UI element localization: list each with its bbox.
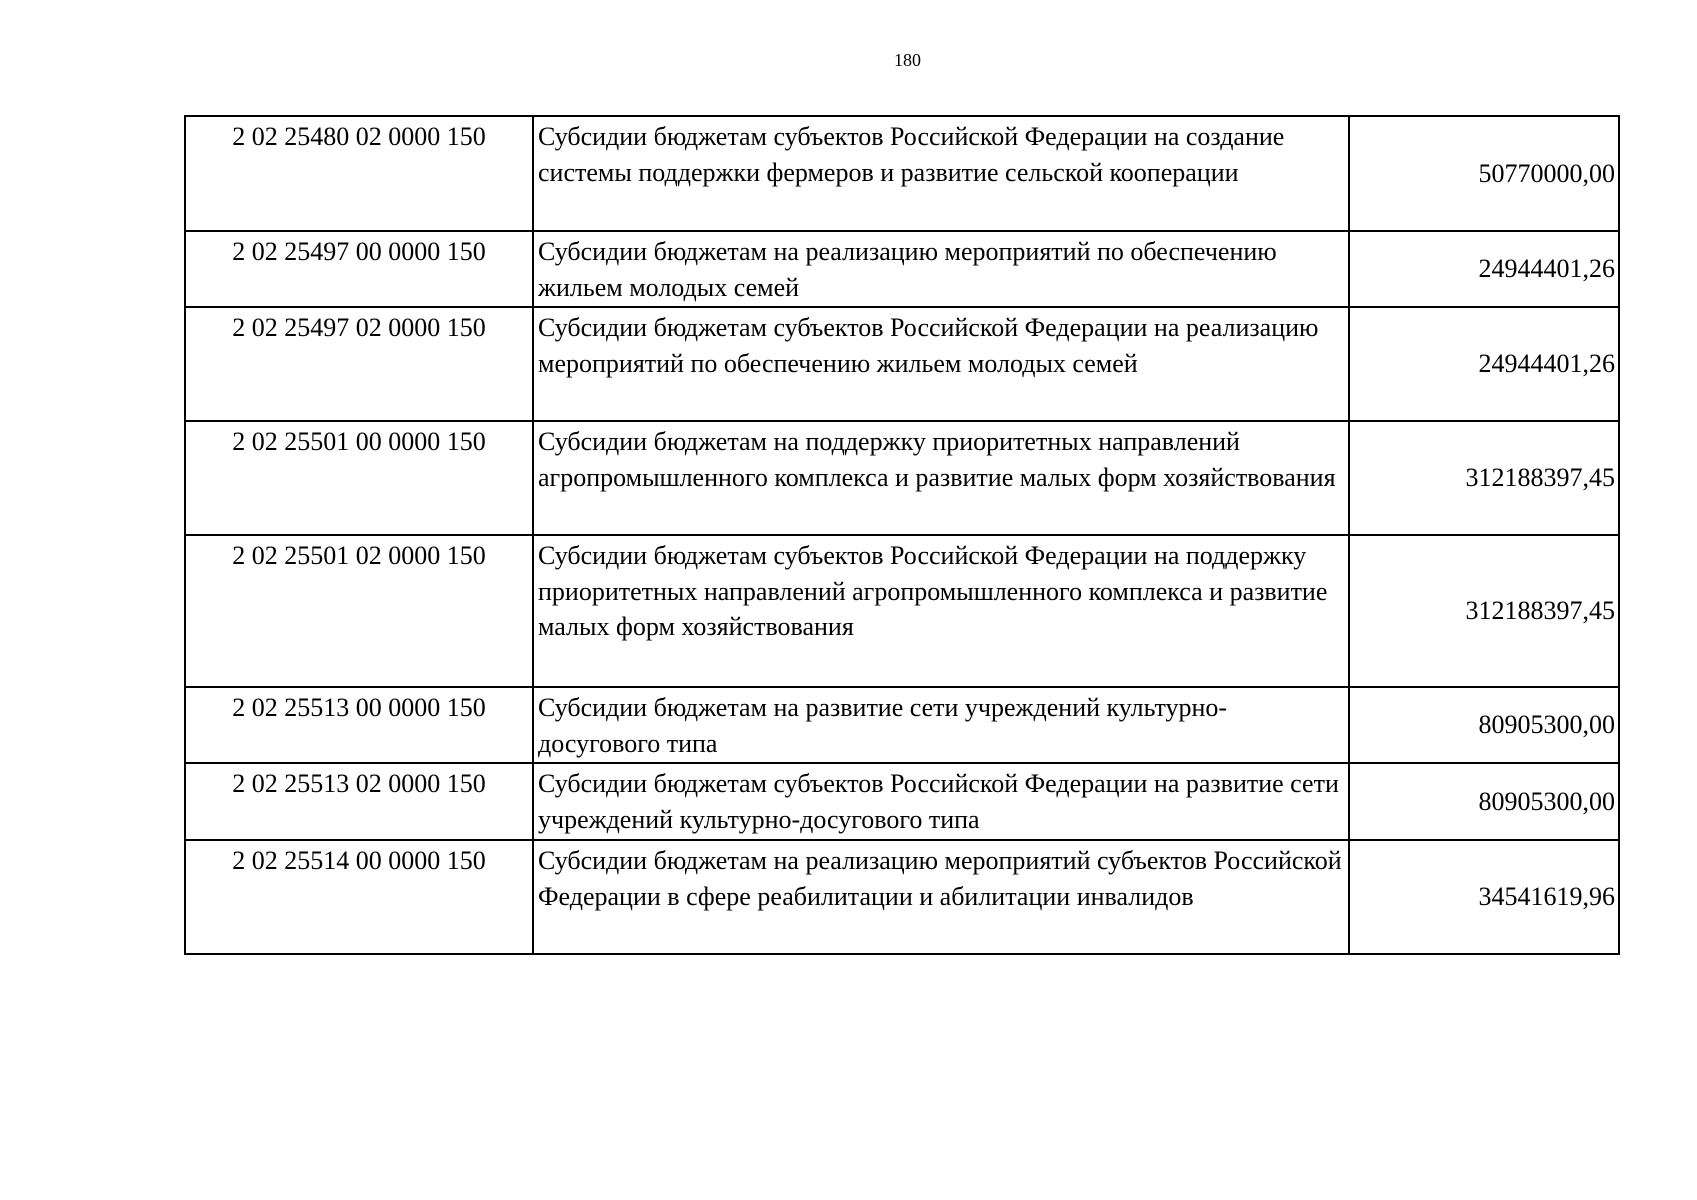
- table-row: [185, 687, 1619, 763]
- budget-description: Субсидии бюджетам на реализацию мероприятий по обеспечению жильем молодых семей: [533, 231, 1349, 307]
- budget-amount: 50770000,00: [1349, 116, 1619, 231]
- table-row: [185, 231, 1619, 307]
- budget-description: Субсидии бюджетам субъектов Российской Федерации на реализацию мероприятий по обеспечению жильем молодых семей: [533, 307, 1349, 421]
- budget-amount: 312188397,45: [1349, 421, 1619, 535]
- budget-code: 2 02 25480 02 0000 150: [185, 116, 533, 231]
- table-row: [185, 763, 1619, 840]
- table-row: [185, 535, 1619, 687]
- budget-amount: 312188397,45: [1349, 535, 1619, 687]
- budget-description: Субсидии бюджетам субъектов Российской Федерации на развитие сети учреждений культурно-досугового типа: [533, 763, 1349, 840]
- budget-description: Субсидии бюджетам на реализацию мероприятий субъектов Российской Федерации в сфере реабилитации и абилитации инвалидов: [533, 840, 1349, 954]
- budget-amount: 24944401,26: [1349, 231, 1619, 307]
- budget-code: 2 02 25501 02 0000 150: [185, 535, 533, 687]
- table-row: [185, 421, 1619, 535]
- budget-code: 2 02 25513 02 0000 150: [185, 763, 533, 840]
- budget-code: 2 02 25501 00 0000 150: [185, 421, 533, 535]
- budget-amount: 80905300,00: [1349, 687, 1619, 763]
- page-number: 180: [894, 50, 921, 70]
- budget-amount: 34541619,96: [1349, 840, 1619, 954]
- budget-code: 2 02 25514 00 0000 150: [185, 840, 533, 954]
- budget-code: 2 02 25513 00 0000 150: [185, 687, 533, 763]
- budget-code: 2 02 25497 02 0000 150: [185, 307, 533, 421]
- budget-amount: 80905300,00: [1349, 763, 1619, 840]
- budget-table: [184, 115, 1620, 955]
- budget-description: Субсидии бюджетам на развитие сети учреждений культурно-досугового типа: [533, 687, 1349, 763]
- budget-description: Субсидии бюджетам на поддержку приоритетных направлений агропромышленного комплекса и развитие малых форм хозяйствования: [533, 421, 1349, 535]
- budget-description: Субсидии бюджетам субъектов Российской Федерации на поддержку приоритетных направлений агропромышленного комплекса и развитие малых форм хозяйствования: [533, 535, 1349, 687]
- budget-amount: 24944401,26: [1349, 307, 1619, 421]
- table-row: [185, 116, 1619, 231]
- budget-code: 2 02 25497 00 0000 150: [185, 231, 533, 307]
- budget-description: Субсидии бюджетам субъектов Российской Федерации на создание системы поддержки фермеров и развитие сельской кооперации: [533, 116, 1349, 231]
- table-row: [185, 307, 1619, 421]
- table-row: [185, 840, 1619, 954]
